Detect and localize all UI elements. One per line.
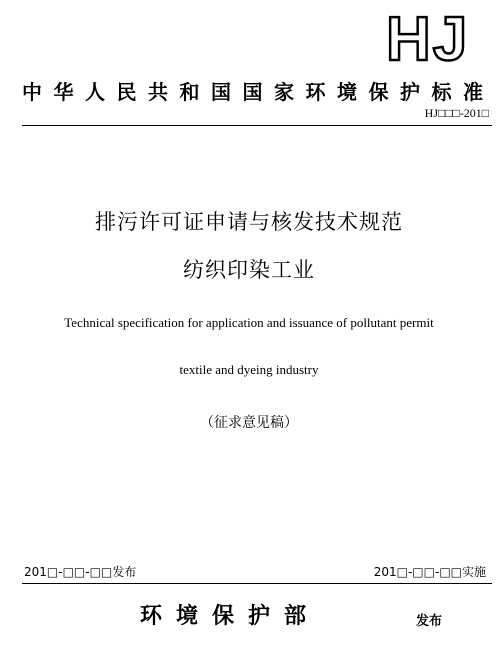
english-title-line-2: textile and dyeing industry	[179, 362, 319, 377]
standard-number: HJ□□□-201□	[424, 106, 489, 120]
footer-divider	[22, 583, 492, 584]
publish-label: 发布	[416, 614, 443, 629]
publisher-name: 环境保护部	[140, 603, 321, 629]
implementation-date: 201□-□□-□□实施	[373, 565, 486, 579]
chinese-title-line-2: 纺织印染工业	[183, 258, 315, 282]
english-title-line-1: Technical specification for application and issuance of pollutant permit	[64, 315, 434, 330]
hj-logo: HJ	[386, 5, 470, 74]
header-divider	[22, 125, 492, 126]
issue-date: 201□-□□-□□发布	[24, 565, 137, 579]
chinese-title-line-1: 排污许可证申请与核发技术规范	[95, 210, 403, 234]
draft-note: （征求意见稿）	[200, 415, 298, 431]
organization-title: 中华人民共和国国家环境保护标准	[22, 80, 495, 104]
